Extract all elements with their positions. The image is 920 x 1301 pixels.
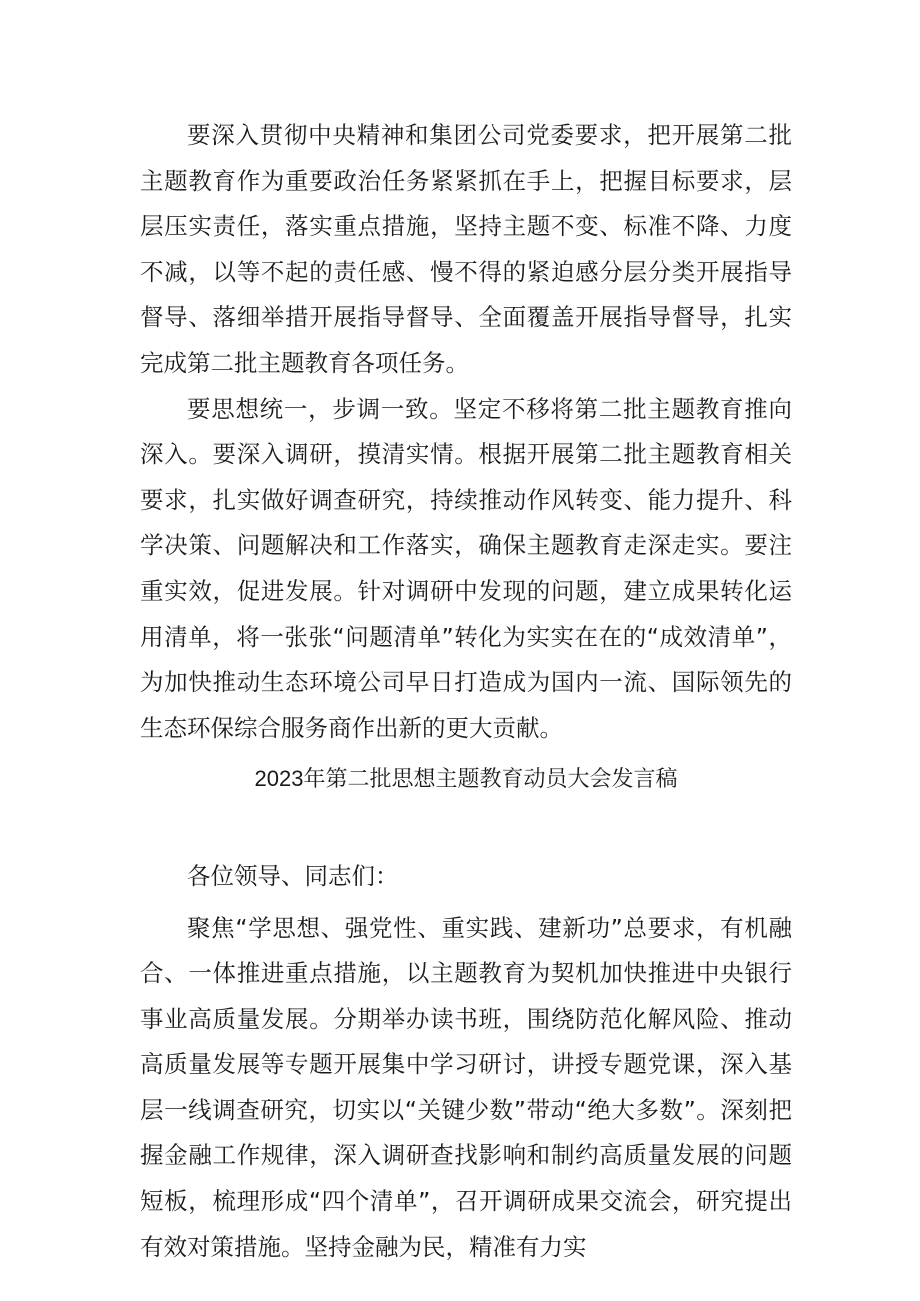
paragraph-3: 聚焦“学思想、强党性、重实践、建新功”总要求，有机融合、一体推进重点措施，以主题教育为契机加快推进中央银行事业高质量发展。分期举办读书班，围绕防范化解风险、推动高质量发展等专题开展集中学习研讨，讲授专题党课，深入基层一线调查研究，切实以“关键少数”带动“绝大多数”。深刻把握金融工作规律，深入调研查找影响和制约高质量发展的问题短板，梳理形成“四个清单”，召开调研成果交流会，研究提出有效对策措施。坚持金融为民，精准有力实 [140,913,792,1261]
paragraph-1: 要深入贯彻中央精神和集团公司党委要求，把开展第二批主题教育作为重要政治任务紧紧抓在手上，把握目标要求，层层压实责任，落实重点措施，坚持主题不变、标准不降、力度不减，以等不起的责任感、慢不得的紧迫感分层分类开展指导督导、落细举措开展指导督导、全面覆盖开展指导督导，扎实完成第二批主题教育各项任务。 [140,121,792,377]
paragraph-2: 要思想统一，步调一致。坚定不移将第二批主题教育推向深入。要深入调研，摸清实情。根据开展第二批主题教育相关要求，扎实做好调查研究，持续推动作风转变、能力提升、科学决策、问题解决和工作落实，确保主题教育走深走实。要注重实效，促进发展。针对调研中发现的问题，建立成果转化运用清单，将一张张“问题清单”转化为实实在在的“成效清单”，为加快推动生态环境公司早日打造成为国内一流、国际领先的生态环保综合服务商作出新的更大贡献。 [140,394,792,742]
salutation: 各位领导、同志们： [187,861,399,890]
document-body [140,113,792,1270]
speech-title: 2023年第二批思想主题教育动员大会发言稿 [254,766,678,792]
